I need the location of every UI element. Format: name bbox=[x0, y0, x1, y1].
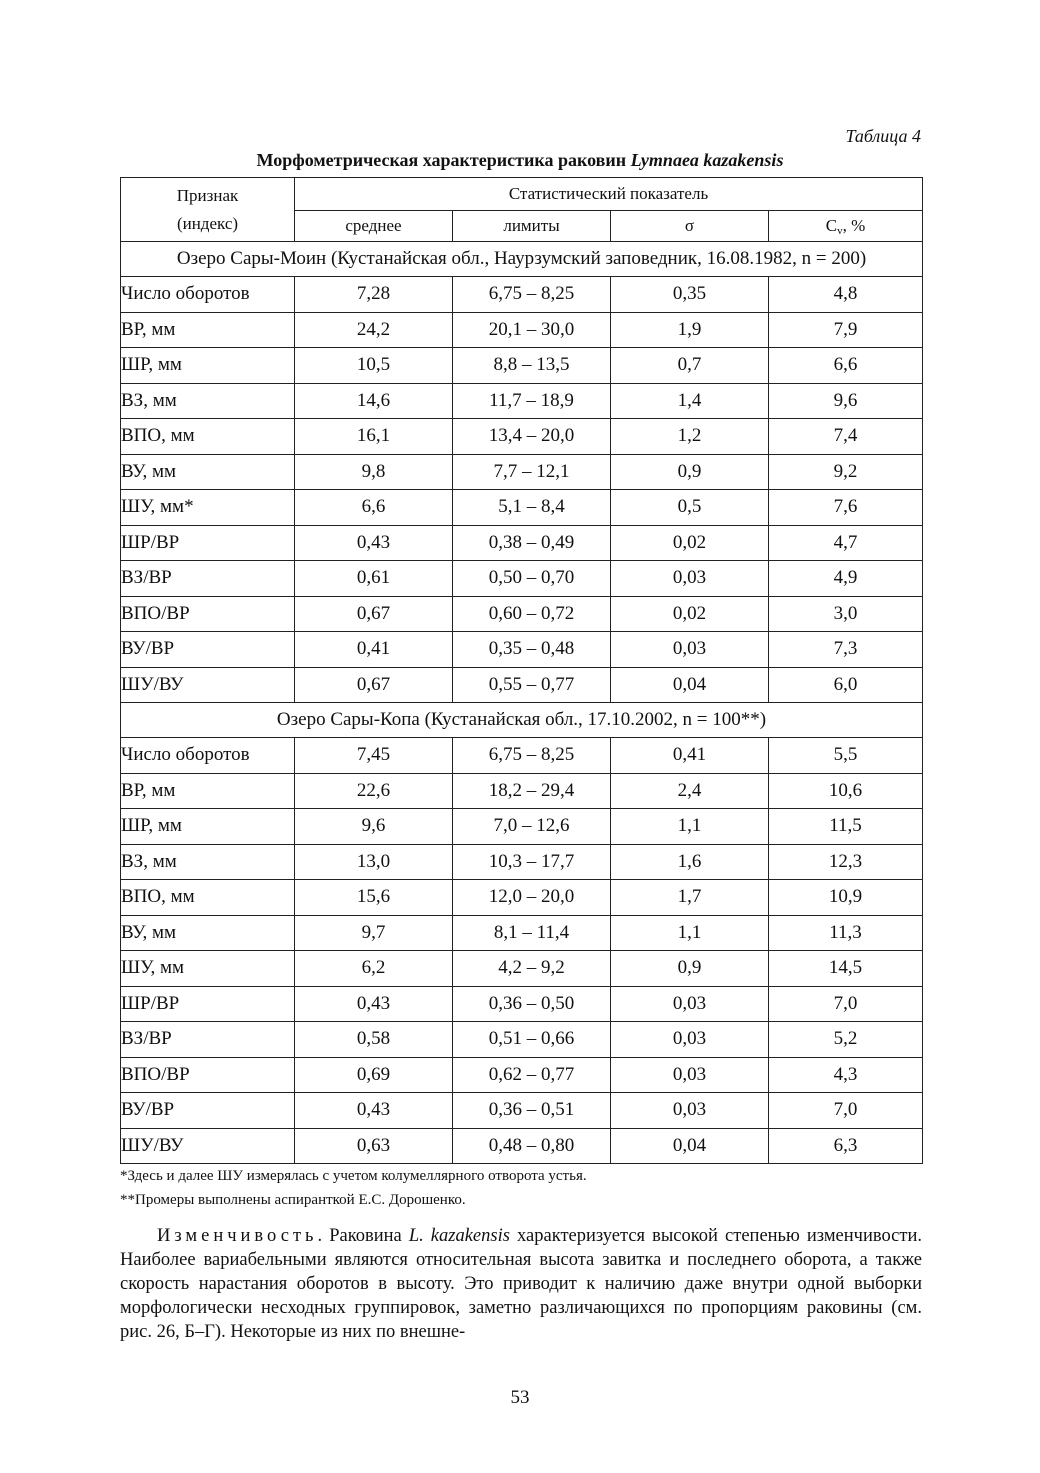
cell-sigma: 0,02 bbox=[611, 596, 769, 632]
cell-mean: 9,8 bbox=[295, 454, 453, 490]
cell-feature: ВУ, мм bbox=[121, 454, 295, 490]
table-row bbox=[121, 419, 923, 455]
table-row bbox=[121, 348, 923, 384]
cell-cv: 4,7 bbox=[769, 525, 923, 561]
cell-feature: Число оборотов bbox=[121, 738, 295, 774]
table-row bbox=[121, 1128, 923, 1164]
cell-mean: 0,43 bbox=[295, 525, 453, 561]
cell-limits: 6,75 – 8,25 bbox=[453, 738, 611, 774]
table-title-text: Морфометрическая характеристика раковин bbox=[256, 150, 631, 170]
cell-feature: ВЗ/ВР bbox=[121, 561, 295, 597]
cell-sigma: 0,04 bbox=[611, 1128, 769, 1164]
cell-cv: 11,5 bbox=[769, 809, 923, 845]
table-row bbox=[121, 809, 923, 845]
group-header-row bbox=[121, 242, 923, 277]
cell-limits: 7,7 – 12,1 bbox=[453, 454, 611, 490]
cell-cv: 4,8 bbox=[769, 277, 923, 313]
cell-limits: 13,4 – 20,0 bbox=[453, 419, 611, 455]
cell-sigma: 0,5 bbox=[611, 490, 769, 526]
header-stat-group: Статистический показатель bbox=[295, 178, 923, 211]
cell-feature: ВЗ, мм bbox=[121, 844, 295, 880]
cell-cv: 5,5 bbox=[769, 738, 923, 774]
cell-feature: ВУ, мм bbox=[121, 915, 295, 951]
cell-limits: 0,62 – 0,77 bbox=[453, 1057, 611, 1093]
table-row bbox=[121, 561, 923, 597]
cell-mean: 9,6 bbox=[295, 809, 453, 845]
cell-limits: 7,0 – 12,6 bbox=[453, 809, 611, 845]
table-row bbox=[121, 951, 923, 987]
cell-feature: ВПО, мм bbox=[121, 880, 295, 916]
header-feature-line1: Признак bbox=[176, 185, 239, 205]
footnote-1: *Здесь и далее ШУ измерялась с учетом колумеллярного отворота устья. bbox=[120, 1168, 587, 1184]
cell-sigma: 2,4 bbox=[611, 773, 769, 809]
cell-mean: 7,45 bbox=[295, 738, 453, 774]
cell-mean: 7,28 bbox=[295, 277, 453, 313]
cell-feature: ВПО, мм bbox=[121, 419, 295, 455]
cell-mean: 22,6 bbox=[295, 773, 453, 809]
footnotes bbox=[120, 1164, 920, 1212]
cell-cv: 10,9 bbox=[769, 880, 923, 916]
header-feature bbox=[121, 178, 295, 242]
paragraph-species: L. kazakensis bbox=[408, 1226, 510, 1246]
header-sigma: σ bbox=[611, 211, 769, 242]
cell-mean: 6,6 bbox=[295, 490, 453, 526]
table-row bbox=[121, 277, 923, 313]
cell-cv: 7,0 bbox=[769, 1093, 923, 1129]
cell-cv: 6,3 bbox=[769, 1128, 923, 1164]
cell-limits: 12,0 – 20,0 bbox=[453, 880, 611, 916]
header-mean: среднее bbox=[295, 211, 453, 242]
cell-mean: 0,67 bbox=[295, 667, 453, 703]
variability-paragraph bbox=[120, 1224, 922, 1344]
cell-mean: 0,63 bbox=[295, 1128, 453, 1164]
table-row bbox=[121, 525, 923, 561]
cell-mean: 10,5 bbox=[295, 348, 453, 384]
cell-feature: ШР/ВР bbox=[121, 986, 295, 1022]
cell-feature: ВЗ/ВР bbox=[121, 1022, 295, 1058]
cell-limits: 0,55 – 0,77 bbox=[453, 667, 611, 703]
cell-feature: ВУ/ВР bbox=[121, 1093, 295, 1129]
table-row bbox=[121, 1057, 923, 1093]
cell-cv: 5,2 bbox=[769, 1022, 923, 1058]
paragraph-lead: Изменчивость bbox=[157, 1226, 318, 1246]
cell-sigma: 1,1 bbox=[611, 809, 769, 845]
cell-feature: ШР, мм bbox=[121, 809, 295, 845]
header-cv-unit: , % bbox=[842, 215, 866, 235]
cell-limits: 5,1 – 8,4 bbox=[453, 490, 611, 526]
cell-feature: ШУ, мм bbox=[121, 951, 295, 987]
paragraph-part1: . Раковина bbox=[317, 1226, 409, 1246]
cell-mean: 0,61 bbox=[295, 561, 453, 597]
cell-mean: 15,6 bbox=[295, 880, 453, 916]
cell-limits: 8,8 – 13,5 bbox=[453, 348, 611, 384]
cell-mean: 0,41 bbox=[295, 632, 453, 668]
table-row bbox=[121, 1093, 923, 1129]
cell-cv: 7,9 bbox=[769, 312, 923, 348]
table-number: Таблица 4 bbox=[845, 126, 921, 146]
cell-limits: 18,2 – 29,4 bbox=[453, 773, 611, 809]
cell-cv: 6,0 bbox=[769, 667, 923, 703]
cell-cv: 4,9 bbox=[769, 561, 923, 597]
cell-limits: 8,1 – 11,4 bbox=[453, 915, 611, 951]
cell-sigma: 0,03 bbox=[611, 1093, 769, 1129]
cell-sigma: 1,9 bbox=[611, 312, 769, 348]
cell-mean: 9,7 bbox=[295, 915, 453, 951]
table-body bbox=[121, 242, 923, 1164]
cell-cv: 9,2 bbox=[769, 454, 923, 490]
cell-cv: 7,0 bbox=[769, 986, 923, 1022]
cell-feature: ШУ/ВУ bbox=[121, 1128, 295, 1164]
table-row bbox=[121, 880, 923, 916]
cell-feature: Число оборотов bbox=[121, 277, 295, 313]
cell-sigma: 0,9 bbox=[611, 951, 769, 987]
cell-sigma: 1,7 bbox=[611, 880, 769, 916]
cell-limits: 0,36 – 0,50 bbox=[453, 986, 611, 1022]
cell-limits: 0,36 – 0,51 bbox=[453, 1093, 611, 1129]
cell-mean: 24,2 bbox=[295, 312, 453, 348]
cell-cv: 11,3 bbox=[769, 915, 923, 951]
cell-feature: ВЗ, мм bbox=[121, 383, 295, 419]
cell-limits: 0,51 – 0,66 bbox=[453, 1022, 611, 1058]
cell-sigma: 0,03 bbox=[611, 632, 769, 668]
cell-mean: 14,6 bbox=[295, 383, 453, 419]
cell-limits: 0,35 – 0,48 bbox=[453, 632, 611, 668]
paragraph-part2: характеризуется высокой степенью изменчивости. Наиболее вариабельными являются относительная высота завитка и последнего оборота, а также скорость нарастания оборотов в высоту. Это приводит к наличию даже внутри одной выборки морфологически несходных группировок, заметно различающихся по пропорциям раковины (см. рис. 26, Б–Г). Некоторые из них по внешне- bbox=[120, 1226, 922, 1342]
table-row bbox=[121, 632, 923, 668]
cell-limits: 20,1 – 30,0 bbox=[453, 312, 611, 348]
cell-mean: 16,1 bbox=[295, 419, 453, 455]
group-title: Озеро Сары-Моин (Кустанайская обл., Наурзумский заповедник, 16.08.1982, n = 200) bbox=[121, 242, 923, 277]
table-row bbox=[121, 738, 923, 774]
cell-feature: ВР, мм bbox=[121, 312, 295, 348]
cell-limits: 0,50 – 0,70 bbox=[453, 561, 611, 597]
cell-cv: 6,6 bbox=[769, 348, 923, 384]
cell-limits: 0,48 – 0,80 bbox=[453, 1128, 611, 1164]
cell-cv: 7,3 bbox=[769, 632, 923, 668]
cell-cv: 4,3 bbox=[769, 1057, 923, 1093]
table-row bbox=[121, 1022, 923, 1058]
cell-cv: 3,0 bbox=[769, 596, 923, 632]
cell-feature: ВУ/ВР bbox=[121, 632, 295, 668]
cell-cv: 12,3 bbox=[769, 844, 923, 880]
table-row bbox=[121, 454, 923, 490]
cell-sigma: 0,03 bbox=[611, 1057, 769, 1093]
cell-sigma: 1,6 bbox=[611, 844, 769, 880]
cell-feature: ШУ, мм* bbox=[121, 490, 295, 526]
cell-sigma: 0,04 bbox=[611, 667, 769, 703]
cell-feature: ШР, мм bbox=[121, 348, 295, 384]
cell-feature: ВР, мм bbox=[121, 773, 295, 809]
cell-feature: ВПО/ВР bbox=[121, 596, 295, 632]
header-cv bbox=[769, 211, 923, 242]
table-row bbox=[121, 667, 923, 703]
cell-limits: 10,3 – 17,7 bbox=[453, 844, 611, 880]
cell-sigma: 0,03 bbox=[611, 1022, 769, 1058]
cell-mean: 13,0 bbox=[295, 844, 453, 880]
cell-mean: 0,43 bbox=[295, 1093, 453, 1129]
table-row bbox=[121, 986, 923, 1022]
table-row bbox=[121, 596, 923, 632]
cell-limits: 11,7 – 18,9 bbox=[453, 383, 611, 419]
table-title bbox=[120, 150, 920, 171]
table-row bbox=[121, 312, 923, 348]
cell-feature: ШР/ВР bbox=[121, 525, 295, 561]
cell-sigma: 0,03 bbox=[611, 986, 769, 1022]
cell-mean: 0,69 bbox=[295, 1057, 453, 1093]
cell-mean: 0,58 bbox=[295, 1022, 453, 1058]
cell-sigma: 0,9 bbox=[611, 454, 769, 490]
cell-sigma: 0,7 bbox=[611, 348, 769, 384]
cell-mean: 0,67 bbox=[295, 596, 453, 632]
table-row bbox=[121, 383, 923, 419]
cell-sigma: 0,41 bbox=[611, 738, 769, 774]
cell-limits: 0,38 – 0,49 bbox=[453, 525, 611, 561]
cell-limits: 0,60 – 0,72 bbox=[453, 596, 611, 632]
cell-feature: ВПО/ВР bbox=[121, 1057, 295, 1093]
cell-sigma: 0,03 bbox=[611, 561, 769, 597]
cell-cv: 10,6 bbox=[769, 773, 923, 809]
header-feature-line2: (индекс) bbox=[176, 213, 239, 233]
table-row bbox=[121, 773, 923, 809]
cell-cv: 7,6 bbox=[769, 490, 923, 526]
cell-sigma: 0,02 bbox=[611, 525, 769, 561]
group-header-row bbox=[121, 703, 923, 738]
table-row bbox=[121, 490, 923, 526]
table-title-species: Lymnaea kazakensis bbox=[630, 150, 784, 170]
morphometry-table bbox=[120, 177, 923, 1164]
cell-sigma: 1,4 bbox=[611, 383, 769, 419]
cell-cv: 7,4 bbox=[769, 419, 923, 455]
table-row bbox=[121, 844, 923, 880]
cell-sigma: 1,2 bbox=[611, 419, 769, 455]
group-title: Озеро Сары-Копа (Кустанайская обл., 17.10.2002, n = 100**) bbox=[121, 703, 923, 738]
cell-feature: ШУ/ВУ bbox=[121, 667, 295, 703]
cell-sigma: 1,1 bbox=[611, 915, 769, 951]
footnote-2: **Промеры выполнены аспиранткой Е.С. Дорошенко. bbox=[120, 1192, 466, 1208]
cell-cv: 14,5 bbox=[769, 951, 923, 987]
cell-sigma: 0,35 bbox=[611, 277, 769, 313]
header-limits: лимиты bbox=[453, 211, 611, 242]
header-cv-sub: v bbox=[837, 224, 843, 237]
cell-limits: 4,2 – 9,2 bbox=[453, 951, 611, 987]
header-cv-main: C bbox=[825, 215, 838, 235]
cell-cv: 9,6 bbox=[769, 383, 923, 419]
page-number: 53 bbox=[510, 1387, 530, 1408]
cell-mean: 6,2 bbox=[295, 951, 453, 987]
cell-limits: 6,75 – 8,25 bbox=[453, 277, 611, 313]
table-row bbox=[121, 915, 923, 951]
cell-mean: 0,43 bbox=[295, 986, 453, 1022]
